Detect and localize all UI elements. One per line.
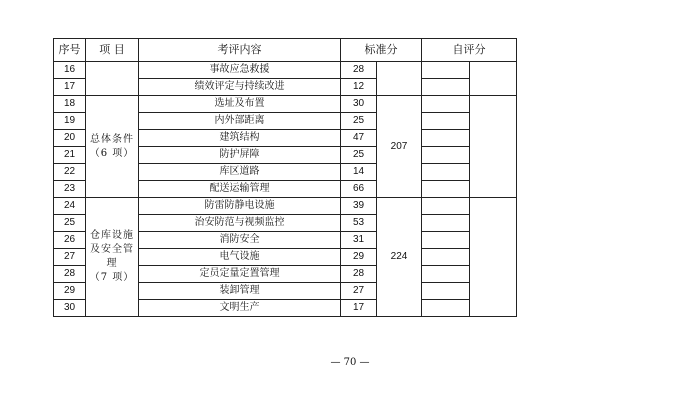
page-number: — 70 — — [330, 357, 370, 368]
header-standard-score: 标准分 — [341, 39, 422, 62]
row-standard-score: 25 — [341, 113, 377, 130]
self-score-total-cell[interactable] — [470, 198, 517, 317]
row-content: 建筑结构 — [139, 130, 341, 147]
row-seq: 19 — [54, 113, 86, 130]
row-content: 文明生产 — [139, 300, 341, 317]
row-standard-score: 39 — [341, 198, 377, 215]
self-score-cell[interactable] — [422, 181, 470, 198]
group-total-score: 224 — [377, 198, 422, 317]
table-row — [54, 198, 517, 215]
self-score-cell[interactable] — [422, 130, 470, 147]
row-content: 事故应急救援 — [139, 62, 341, 79]
row-standard-score: 17 — [341, 300, 377, 317]
row-seq: 29 — [54, 283, 86, 300]
row-seq: 17 — [54, 79, 86, 96]
row-seq: 25 — [54, 215, 86, 232]
table-row — [54, 62, 517, 79]
row-standard-score: 29 — [341, 249, 377, 266]
self-score-cell[interactable] — [422, 283, 470, 300]
row-standard-score: 25 — [341, 147, 377, 164]
row-standard-score: 28 — [341, 266, 377, 283]
row-standard-score: 27 — [341, 283, 377, 300]
item-group-cell: 仓库设施 及安全管 理 （7 项） — [86, 198, 139, 317]
row-content: 防雷防静电设施 — [139, 198, 341, 215]
row-standard-score: 12 — [341, 79, 377, 96]
row-standard-score: 31 — [341, 232, 377, 249]
row-seq: 30 — [54, 300, 86, 317]
self-score-cell[interactable] — [422, 62, 470, 79]
self-score-cell[interactable] — [422, 113, 470, 130]
group-total-score — [377, 62, 422, 96]
row-standard-score: 53 — [341, 215, 377, 232]
self-score-cell[interactable] — [422, 147, 470, 164]
row-standard-score: 28 — [341, 62, 377, 79]
header-self-score: 自评分 — [422, 39, 517, 62]
self-score-cell[interactable] — [422, 215, 470, 232]
row-seq: 22 — [54, 164, 86, 181]
self-score-cell[interactable] — [422, 232, 470, 249]
row-content: 库区道路 — [139, 164, 341, 181]
row-content: 绩效评定与持续改进 — [139, 79, 341, 96]
row-seq: 27 — [54, 249, 86, 266]
scoring-table — [53, 38, 517, 317]
self-score-cell[interactable] — [422, 198, 470, 215]
table-header-row — [54, 39, 517, 62]
row-standard-score: 47 — [341, 130, 377, 147]
row-content: 消防安全 — [139, 232, 341, 249]
row-content: 定员定量定置管理 — [139, 266, 341, 283]
self-score-cell[interactable] — [422, 79, 470, 96]
item-group-cell — [86, 62, 139, 96]
row-standard-score: 66 — [341, 181, 377, 198]
self-score-cell[interactable] — [422, 300, 470, 317]
row-content: 配送运输管理 — [139, 181, 341, 198]
header-content: 考评内容 — [139, 39, 341, 62]
self-score-cell[interactable] — [422, 96, 470, 113]
row-seq: 18 — [54, 96, 86, 113]
row-seq: 26 — [54, 232, 86, 249]
self-score-cell[interactable] — [422, 164, 470, 181]
row-standard-score: 30 — [341, 96, 377, 113]
self-score-total-cell[interactable] — [470, 62, 517, 96]
row-seq: 23 — [54, 181, 86, 198]
row-seq: 20 — [54, 130, 86, 147]
row-seq: 24 — [54, 198, 86, 215]
self-score-cell[interactable] — [422, 249, 470, 266]
header-seq: 序号 — [54, 39, 86, 62]
header-item: 项 目 — [86, 39, 139, 62]
row-seq: 28 — [54, 266, 86, 283]
row-content: 治安防范与视频监控 — [139, 215, 341, 232]
row-seq: 21 — [54, 147, 86, 164]
row-content: 电气设施 — [139, 249, 341, 266]
self-score-cell[interactable] — [422, 266, 470, 283]
row-content: 选址及布置 — [139, 96, 341, 113]
row-content: 防护屏障 — [139, 147, 341, 164]
row-standard-score: 14 — [341, 164, 377, 181]
item-group-cell: 总体条件 （6 项） — [86, 96, 139, 198]
group-total-score: 207 — [377, 96, 422, 198]
row-content: 内外部距离 — [139, 113, 341, 130]
self-score-total-cell[interactable] — [470, 96, 517, 198]
row-content: 装卸管理 — [139, 283, 341, 300]
table-row — [54, 96, 517, 113]
row-seq: 16 — [54, 62, 86, 79]
